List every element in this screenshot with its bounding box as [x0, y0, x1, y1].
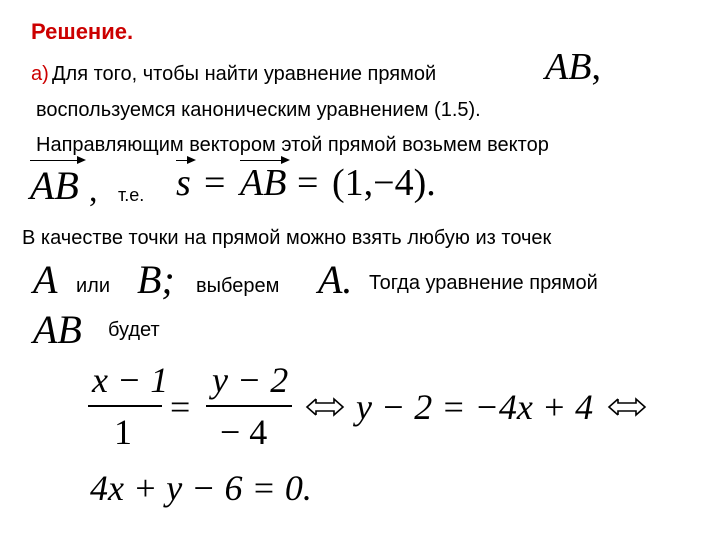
point-b: B; — [137, 257, 175, 302]
text-ie: т.е. — [118, 185, 145, 205]
vector-ab-comma: , — [89, 172, 98, 209]
formula-ab-comma: , — [591, 46, 601, 88]
equivalence-arrow-icon-2 — [606, 396, 648, 418]
text-will-be: будет — [108, 319, 160, 341]
vector-s: s — [176, 162, 191, 204]
text-then: Тогда уравнение прямой — [369, 272, 598, 294]
fraction-bar-1 — [88, 405, 162, 407]
text-line-5: В качестве точки на прямой можно взять любую из точек — [22, 227, 552, 249]
vector-coordinates: (1,−4). — [332, 162, 436, 204]
formula-ab — [545, 48, 601, 86]
point-a-chosen: A. — [318, 257, 353, 302]
part-marker: а) — [31, 63, 49, 85]
fraction-bar-2 — [206, 405, 292, 407]
text-choose: выберем — [196, 275, 280, 297]
text-line-1: Для того, чтобы найти уравнение прямой — [52, 63, 437, 85]
solution-heading: Решение. — [31, 19, 134, 44]
fraction-2-numerator: y − 2 — [212, 360, 289, 400]
formula-ab-letters: AB — [545, 46, 592, 88]
equals-sign-2: = — [297, 162, 319, 204]
equation-1-rhs: y − 2 = −4x + 4 — [356, 387, 594, 427]
fraction-2-denominator: − 4 — [220, 412, 268, 452]
equals-sign-3: = — [170, 387, 191, 427]
vector-arrow-ab-2 — [240, 160, 288, 161]
fraction-1-numerator: x − 1 — [92, 360, 169, 400]
vector-ab: AB — [30, 163, 79, 208]
text-line-3: Направляющим вектором этой прямой возьмем вектор — [36, 134, 549, 156]
equals-sign-1: = — [204, 162, 226, 204]
point-a: A — [33, 257, 58, 302]
vector-arrow-ab — [30, 160, 84, 161]
equivalence-arrow-icon — [304, 396, 346, 418]
text-line-2: воспользуемся каноническим уравнением (1.5). — [36, 99, 481, 121]
text-or: или — [76, 275, 111, 297]
fraction-1-denominator: 1 — [114, 412, 132, 452]
equation-2: 4x + y − 6 = 0. — [90, 468, 312, 508]
vector-arrow-s — [176, 160, 194, 161]
line-ab: AB — [33, 307, 82, 352]
vector-ab-2: AB — [240, 162, 287, 204]
